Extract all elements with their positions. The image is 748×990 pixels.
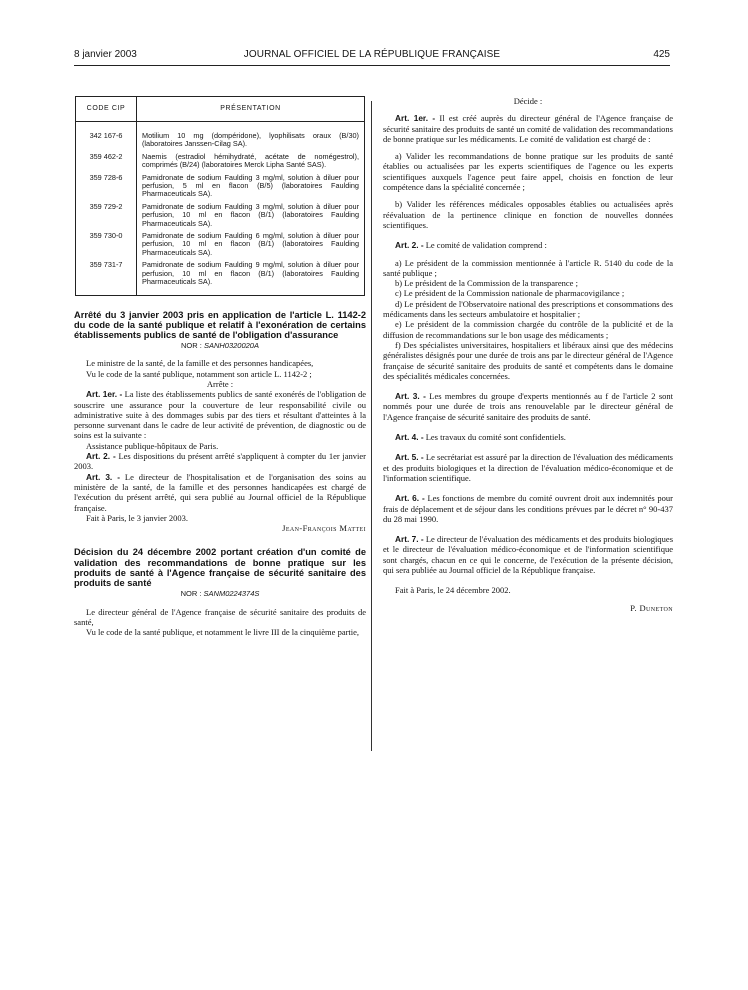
- article-text: Il est créé auprès du directeur général de l'Agence française de sécurité sanitaire des produits de santé un comité de validation des recommandations de bonne pratique sur les médicaments. Le comité de validation est chargé de :: [383, 113, 673, 144]
- presentation-text: Pamidronate de sodium Faulding 9 mg/ml, solution à diluer pour perfusion, 10 ml en flacon (B/1) (laboratoires Faulding Pharmaceuticals SA).: [137, 259, 365, 295]
- column-header-presentation: PRÉSENTATION: [137, 97, 365, 122]
- decision-item-a: a) Valider les recommandations de bonne pratique sur les produits de santé établies ou actualisées par les experts scientifiques de l'agence ou les experts scientifiques auxquels l'agence peut faire appel, choisis en fonction de leur compétence dans la spécialité concernée ;: [383, 151, 673, 193]
- article-text: Les fonctions de membre du comité ouvrent droit aux indemnités pour frais de déplacement et de séjour dans les conditions prévues par le décret n° 90-437 du 28 mai 1990.: [383, 493, 673, 524]
- arrete-arrete-word: Arrête :: [206, 379, 234, 389]
- article-label: Art. 3. -: [86, 471, 121, 482]
- presentation-text: Pamidronate de sodium Faulding 3 mg/ml, solution à diluer pour perfusion, 10 ml en flacon (B/1) (laboratoires Faulding Pharmaceuticals SA).: [137, 201, 365, 230]
- article-label: Art. 3. -: [395, 391, 426, 402]
- presentation-text: Pamidronate de sodium Faulding 3 mg/ml, solution à diluer pour perfusion, 5 ml en flacon (B/5) (laboratoires Faulding Pharmaceuticals SA).: [137, 172, 365, 201]
- decision-fait: Fait à Paris, le 24 décembre 2002.: [395, 585, 511, 596]
- article-text: Les dispositions du présent arrêté s'appliquent à compter du 1er janvier 2003.: [74, 451, 366, 472]
- article-label: Art. 1er. -: [395, 113, 436, 124]
- decision-article-3: [383, 391, 673, 422]
- presentation-text: Motilium 10 mg (dompéridone), lyophilisats oraux (B/30) (laboratoires Janssen-Cilag SA).: [137, 122, 365, 151]
- article-text: La liste des établissements publics de santé exonérés de l'obligation de souscrire une assurance pour la couverture de leur responsabilité civile ou administrative suite à des dommages subis par des tiers et résultant d'atteintes à la personne survenant dans le cadre de leur activité de prévention, de diagnostic ou de soins est la suivante :: [74, 389, 367, 441]
- decision-article-5: [383, 452, 673, 483]
- nor-code: SANH0320020A: [203, 341, 259, 351]
- article-label: Art. 2. -: [395, 240, 424, 251]
- decision-member-e: e) Le président de la commission chargée du contrôle de la publicité et de la diffusion de recommandations sur le bon usage des médicaments ;: [383, 319, 673, 340]
- article-text: Le comité de validation comprend :: [425, 240, 547, 251]
- article-label: Art. 7. -: [395, 534, 424, 545]
- cip-table: [75, 96, 365, 296]
- decision-member-f: f) Des spécialistes universitaires, hospitaliers et libéraux ainsi que des médecins généralistes désignés pour une durée de trois ans par le directeur général de l'Agence française de sécurité sanitaire des produits de santé et compétents dans le domaine des spécialités médicales concernées.: [383, 339, 673, 381]
- article-label: Art. 1er. -: [86, 389, 123, 400]
- decision-member-b: b) Le président de la Commission de la transparence ;: [395, 278, 578, 289]
- arrete-fait: Fait à Paris, le 3 janvier 2003.: [86, 512, 188, 523]
- decision-item-b: b) Valider les références médicales opposables établies ou actualisées après réévaluation de la pertinence clinique en fonction de nouvelles données scientifiques.: [383, 199, 673, 230]
- table-row: [76, 259, 365, 295]
- nor-label: NOR :: [181, 341, 202, 351]
- decision-article-7: [383, 534, 673, 575]
- article-label: Art. 5. -: [395, 452, 424, 463]
- header-date: 8 janvier 2003: [74, 49, 137, 60]
- decision-vu-line: Vu le code de la santé publique, et notamment le livre III de la cinquième partie,: [86, 627, 360, 638]
- article-text: Le directeur de l'hospitalisation et de l'organisation des soins au ministère de la santé, de la famille et des personnes handicapées est chargé de l'exécution du présent arrêté, qui sera publié au Journal officiel de la République française.: [74, 471, 366, 513]
- article-text: Les travaux du comité sont confidentiels.: [425, 432, 566, 443]
- running-header: [74, 49, 670, 63]
- table-row: [76, 230, 365, 259]
- right-column: [383, 96, 673, 613]
- header-rule: [74, 65, 670, 66]
- presentation-text: Naemis (estradiol hémihydraté, acétate de nomégestrol), comprimés (B/24) (laboratoires Merck Lipha Santé SAS).: [137, 151, 365, 172]
- column-header-code: CODE CIP: [76, 97, 137, 122]
- arrete-article-2: [74, 451, 366, 472]
- cip-code: 342 167-6: [76, 122, 137, 151]
- cip-code: 359 730-0: [76, 230, 137, 259]
- cip-code: 359 731-7: [76, 259, 137, 295]
- nor-label: NOR :: [180, 589, 202, 599]
- arrete-signature: Jean-François Mattei: [282, 523, 366, 534]
- table-row: [76, 201, 365, 230]
- arrete-minister-line: Le ministre de la santé, de la famille et des personnes handicapées,: [86, 358, 314, 369]
- arrete-title: Arrêté du 3 janvier 2003 pris en application de l'article L. 1142-2 du code de la santé publique et relatif à l'exonération de certains établissements publics de santé de l'obligation d'assurance: [74, 309, 366, 340]
- arrete-article-3: [74, 472, 366, 513]
- cip-code: 359 729-2: [76, 201, 137, 230]
- header-journal-title: JOURNAL OFFICIEL DE LA RÉPUBLIQUE FRANÇAISE: [243, 49, 501, 60]
- cip-code: 359 462-2: [76, 151, 137, 172]
- table-header-row: [76, 97, 365, 122]
- cip-code: 359 728-6: [76, 172, 137, 201]
- article-text: Le directeur de l'évaluation des médicaments et des produits biologiques et le directeur de l'évaluation médico-économique et de l'information scientifique sont chargés, chacun en ce qui le concerne, de l'exécution de la présente décision, qui sera publiée au Journal officiel de la République française.: [383, 534, 673, 575]
- arrete-vu-line: Vu le code de la santé publique, notamment son article L. 1142-2 ;: [86, 368, 312, 379]
- decision-article-4: [383, 432, 673, 442]
- decision-article-1: [383, 113, 673, 144]
- nor-code: SANM0224374S: [203, 589, 260, 599]
- decision-decide-word: Décide :: [513, 96, 543, 106]
- arrete-nor: [74, 341, 366, 351]
- decision-nor: [74, 589, 366, 599]
- arrete-article-1: [74, 389, 366, 440]
- decision-member-d: d) Le président de l'Observatoire national des prescriptions et consommations des médicaments dans les secteurs ambulatoire et hospitalier ;: [383, 298, 673, 320]
- table-row: [76, 172, 365, 201]
- table-row: [76, 122, 365, 151]
- article-text: Le secrétariat est assuré par la direction de l'évaluation des médicaments et des produits biologiques et la direction de l'évaluation médico-économique et de l'information scientifique.: [383, 452, 673, 483]
- decision-title: Décision du 24 décembre 2002 portant création d'un comité de validation des recommandations de bonne pratique sur les produits de santé à l'Agence française de sécurité sanitaire des produits de santé: [74, 547, 366, 589]
- article-label: Art. 6. -: [395, 493, 425, 504]
- article-label: Art. 2. -: [86, 451, 116, 462]
- presentation-text: Pamidronate de sodium Faulding 6 mg/ml, solution à diluer pour perfusion, 10 ml en flacon (B/1) (laboratoires Faulding Pharmaceuticals SA).: [137, 230, 365, 259]
- column-divider: [371, 101, 372, 751]
- decision-member-c: c) Le président de la Commission nationale de pharmacovigilance ;: [395, 288, 625, 299]
- arrete-aphp: Assistance publique-hôpitaux de Paris.: [86, 440, 219, 451]
- decision-signature: P. Duneton: [630, 602, 673, 613]
- article-label: Art. 4. -: [395, 432, 424, 443]
- header-page-number: 425: [653, 49, 670, 60]
- decision-article-6: [383, 493, 673, 524]
- table-row: [76, 151, 365, 172]
- left-column: [74, 96, 366, 637]
- decision-article-2: [383, 240, 673, 250]
- decision-member-a: a) Le président de la commission mentionnée à l'article R. 5140 du code de la santé publique ;: [383, 257, 673, 278]
- decision-director-line: Le directeur général de l'Agence française de sécurité sanitaire des produits de santé,: [74, 606, 366, 627]
- article-text: Les membres du groupe d'experts mentionnés au f de l'article 2 sont nommés pour une durée de trois ans renouvelable par le directeur général de l'Agence française de sécurité sanitaire des produits de santé.: [383, 391, 673, 422]
